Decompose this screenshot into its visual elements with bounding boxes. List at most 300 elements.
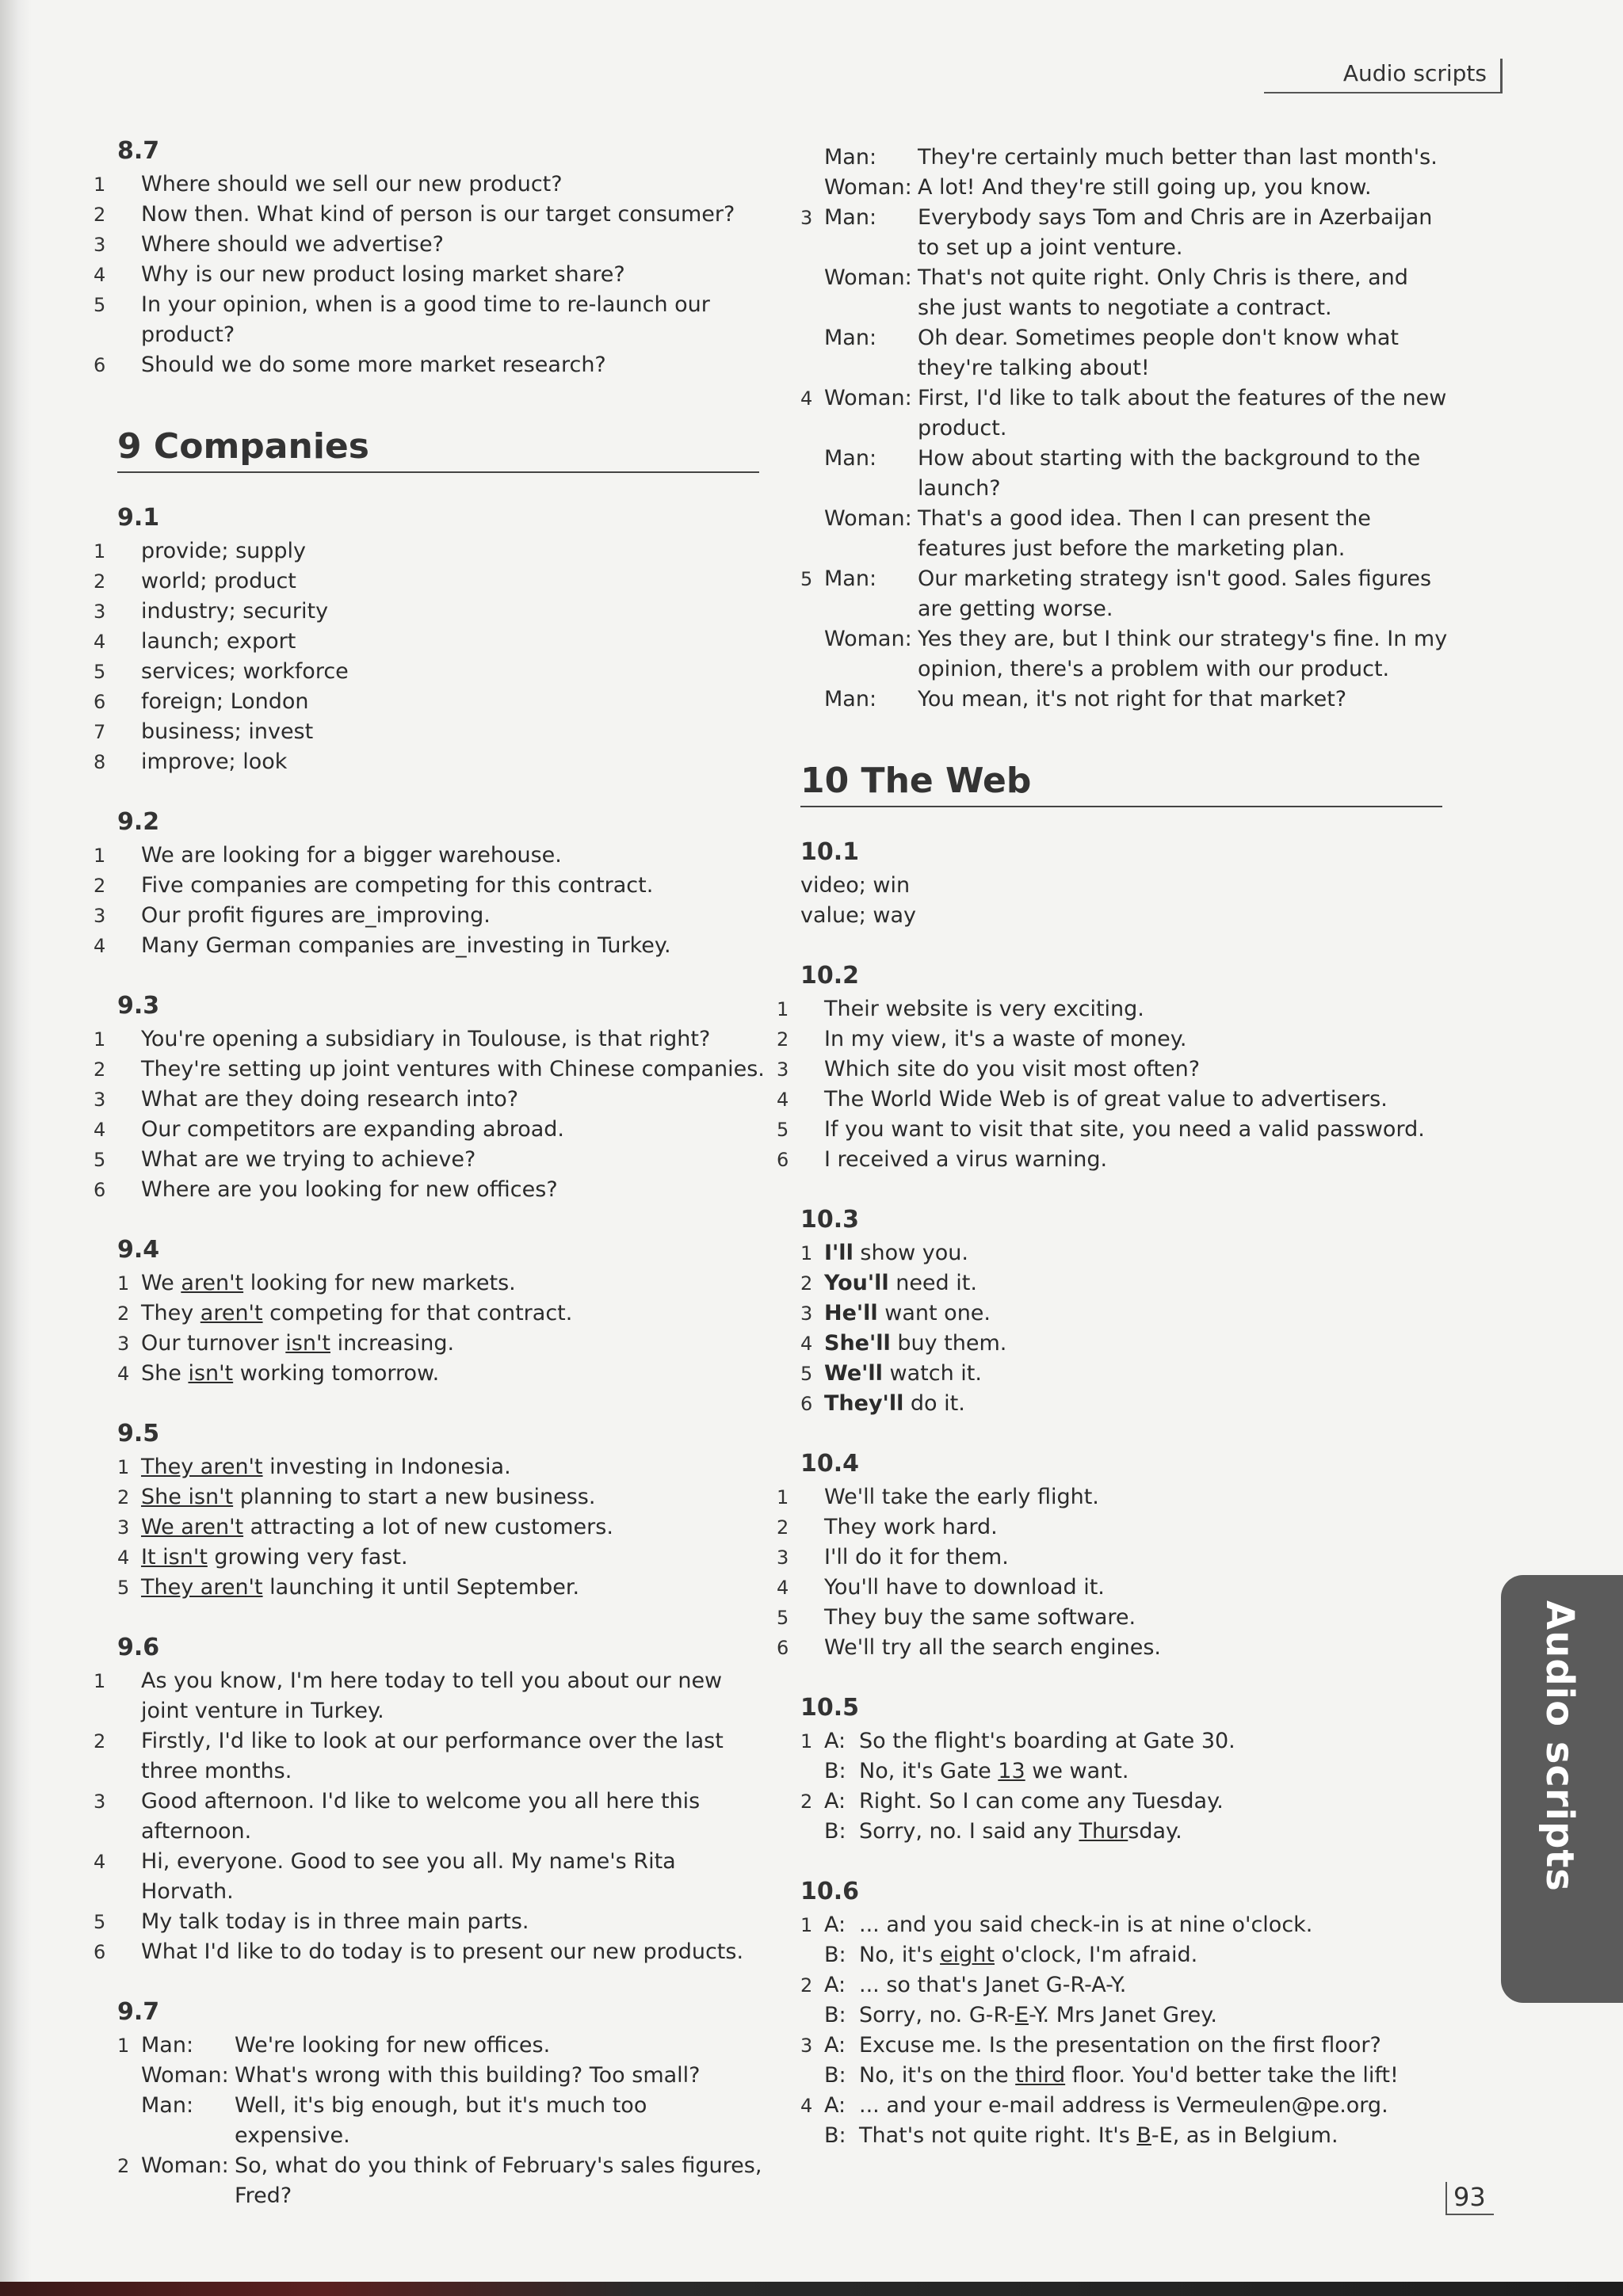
list-item xyxy=(117,1268,767,1299)
item-text-post: growing very fast. xyxy=(207,1545,408,1569)
text-pre: Excuse me. Is the presentation on the first floor? xyxy=(859,2033,1381,2058)
underlined-text: aren't xyxy=(181,1271,244,1295)
bold-text: He'll xyxy=(824,1301,878,1325)
speaker: B: xyxy=(824,1943,846,1967)
list-item xyxy=(94,1115,767,1145)
item-text: We are looking for a bigger warehouse. xyxy=(141,843,562,868)
bold-text: You'll xyxy=(824,1271,889,1295)
page-number: 93 xyxy=(1445,2182,1494,2215)
section-number: 9.6 xyxy=(117,1634,160,1661)
item-number xyxy=(800,2000,824,2031)
item-number: 5 xyxy=(94,1911,106,1933)
dialogue-text: What's wrong with this building? Too small? xyxy=(235,2063,701,2088)
dialogue-text xyxy=(859,2091,1450,2121)
item-text: If you want to visit that site, you need a valid password. xyxy=(824,1117,1425,1142)
section-gap xyxy=(117,1603,767,1633)
section-gap xyxy=(800,931,1450,961)
dialogue-text xyxy=(859,2121,1450,2151)
running-header: Audio scripts xyxy=(1342,60,1487,86)
item-number: 3 xyxy=(94,1791,106,1813)
dialogue-line xyxy=(800,2091,1450,2121)
speaker: B: xyxy=(824,2123,846,2148)
dialogue-text xyxy=(859,1726,1450,1756)
dialogue-text: Everybody says Tom and Chris are in Azerbaijan to set up a joint venture. xyxy=(918,205,1433,260)
dialogue-line xyxy=(800,203,1450,263)
item-text-post: looking for new markets. xyxy=(243,1271,516,1295)
item-number xyxy=(800,1817,824,1847)
dialogue-line xyxy=(800,504,1450,564)
underlined-text: 13 xyxy=(998,1759,1025,1783)
item-number: 1 xyxy=(117,1456,130,1478)
dialogue-line xyxy=(800,1940,1450,1970)
list-item xyxy=(94,687,767,717)
speaker: Man: xyxy=(824,566,877,591)
list-item xyxy=(777,1482,1450,1512)
list-item xyxy=(94,350,767,380)
item-text: We'll try all the search engines. xyxy=(824,1635,1162,1660)
item-text: You're opening a subsidiary in Toulouse, is that right? xyxy=(141,1027,711,1051)
dialogue-text xyxy=(859,2061,1450,2091)
item-number: 2 xyxy=(800,1791,813,1813)
list-item xyxy=(94,1726,767,1787)
item-number: 4 xyxy=(777,1577,789,1599)
dialogue-text xyxy=(859,1910,1450,1940)
item-number xyxy=(117,2091,141,2151)
list-item xyxy=(800,1329,1450,1359)
dialogue-line xyxy=(800,263,1450,323)
item-text: My talk today is in three main parts. xyxy=(141,1909,529,1934)
dialogue-line xyxy=(800,1910,1450,1940)
item-number: 5 xyxy=(777,1119,789,1141)
dialogue-line xyxy=(800,564,1450,624)
item-number: 5 xyxy=(94,1149,106,1171)
list-item xyxy=(94,597,767,627)
speaker: Woman: xyxy=(824,506,912,531)
list-item xyxy=(117,1543,767,1573)
item-number: 1 xyxy=(94,540,106,563)
list-item xyxy=(117,1452,767,1482)
dialogue-text: Our marketing strategy isn't good. Sales figures are getting worse. xyxy=(918,566,1432,621)
item-text: The World Wide Web is of great value to advertisers. xyxy=(824,1087,1388,1112)
dialogue-text: They're certainly much better than last month's. xyxy=(918,145,1438,170)
speaker: A: xyxy=(824,1973,846,1997)
text-pre: No, it's on the xyxy=(859,2063,1016,2088)
item-number: 3 xyxy=(800,207,813,229)
item-number: 2 xyxy=(94,570,106,593)
item-text: provide; supply xyxy=(141,539,307,563)
list-item xyxy=(800,1238,1450,1268)
item-number: 2 xyxy=(777,1516,789,1539)
section-number: 10.3 xyxy=(800,1206,860,1234)
underlined-text: aren't xyxy=(200,1301,263,1325)
speaker: A: xyxy=(824,1913,846,1937)
list-item xyxy=(94,290,767,350)
item-number: 1 xyxy=(117,1272,130,1295)
speaker: A: xyxy=(824,2033,846,2058)
item-text: In your opinion, when is a good time to re-launch our product? xyxy=(141,292,710,347)
list-item xyxy=(777,1573,1450,1603)
section-number: 9.2 xyxy=(117,808,160,836)
dialogue-line xyxy=(800,1787,1450,1817)
section-gap xyxy=(800,715,1450,745)
item-text: We'll take the early flight. xyxy=(824,1485,1099,1509)
list-item xyxy=(117,1573,767,1603)
dialogue-line xyxy=(800,1726,1450,1756)
dialogue-line xyxy=(800,383,1450,444)
list-item xyxy=(777,1115,1450,1145)
item-number: 5 xyxy=(117,1577,130,1599)
text-pre: Sorry, no. G-R- xyxy=(859,2003,1015,2027)
speaker: B: xyxy=(824,1759,846,1783)
section-number: 9.3 xyxy=(117,992,160,1020)
item-text-post: attracting a lot of new customers. xyxy=(243,1515,613,1539)
section-number: 10.6 xyxy=(800,1878,860,1905)
section-gap xyxy=(117,380,767,410)
section-number: 10.5 xyxy=(800,1694,860,1722)
section-gap xyxy=(800,807,1450,837)
item-text: You'll have to download it. xyxy=(824,1575,1105,1600)
dialogue-text xyxy=(859,1940,1450,1970)
list-item xyxy=(94,627,767,657)
item-text: Which site do you visit most often? xyxy=(824,1057,1201,1081)
item-number: 4 xyxy=(94,264,106,286)
list-item xyxy=(777,1145,1450,1175)
item-text-post: working tomorrow. xyxy=(233,1361,440,1386)
list-item xyxy=(777,1085,1450,1115)
section-gap xyxy=(800,1419,1450,1449)
item-text: improve; look xyxy=(141,749,288,774)
dialogue-text: First, I'd like to talk about the features of the new product. xyxy=(918,386,1447,441)
section-gap xyxy=(117,1967,767,1997)
bold-text: They'll xyxy=(824,1391,904,1416)
speaker: Man: xyxy=(824,446,877,471)
item-text-post: want one. xyxy=(877,1301,991,1325)
section-gap xyxy=(117,1389,767,1419)
dialogue-line xyxy=(117,2091,767,2151)
underlined-text: E xyxy=(1014,2003,1029,2027)
list-item xyxy=(117,1359,767,1389)
text-pre: ... so that's Janet G-R-A-Y. xyxy=(859,1973,1127,1997)
dialogue-line xyxy=(800,444,1450,504)
item-number: 6 xyxy=(94,1179,106,1201)
speaker: B: xyxy=(824,2003,846,2027)
item-text-pre: She xyxy=(141,1361,189,1386)
item-text: Where should we advertise? xyxy=(141,232,444,257)
underlined-text: B xyxy=(1136,2123,1151,2148)
item-text: Many German companies are_investing in Turkey. xyxy=(141,933,671,958)
underlined-text: isn't xyxy=(188,1361,234,1386)
item-number xyxy=(800,263,824,323)
item-text: Now then. What kind of person is our target consumer? xyxy=(141,202,735,227)
unit-heading: 9 Companies xyxy=(117,426,759,473)
dialogue-line xyxy=(800,1756,1450,1787)
underlined-text: It isn't xyxy=(141,1545,208,1569)
item-number: 1 xyxy=(777,998,789,1020)
speaker: A: xyxy=(824,2093,846,2118)
item-text: What are we trying to achieve? xyxy=(141,1147,476,1172)
dialogue-line xyxy=(800,2121,1450,2151)
text-pre: ... and you said check-in is at nine o'clock. xyxy=(859,1913,1313,1937)
section-number: 10.1 xyxy=(800,838,860,866)
item-number: 1 xyxy=(94,1028,106,1051)
underlined-text: We aren't xyxy=(141,1515,244,1539)
item-number: 1 xyxy=(777,1486,789,1508)
list-item xyxy=(117,1482,767,1512)
dialogue-text xyxy=(859,1970,1450,2000)
item-number: 4 xyxy=(117,1547,130,1569)
dialogue-line xyxy=(117,2031,767,2061)
dialogue-text: Oh dear. Sometimes people don't know what they're talking about! xyxy=(918,326,1399,380)
item-number: 2 xyxy=(117,2155,130,2177)
list-item xyxy=(94,901,767,931)
item-number: 6 xyxy=(800,1393,813,1415)
list-item xyxy=(800,1389,1450,1419)
item-number: 6 xyxy=(94,691,106,713)
item-text: They buy the same software. xyxy=(824,1605,1136,1630)
list-item xyxy=(94,1085,767,1115)
item-text: They work hard. xyxy=(824,1515,998,1539)
text-pre: No, it's Gate xyxy=(859,1759,999,1783)
item-number: 2 xyxy=(94,875,106,897)
list-item xyxy=(94,1024,767,1055)
item-number: 3 xyxy=(94,1089,106,1111)
item-text: Our competitors are expanding abroad. xyxy=(141,1117,565,1142)
section-number: 9.7 xyxy=(117,1998,160,2026)
item-number xyxy=(800,2061,824,2091)
item-text: What are they doing research into? xyxy=(141,1087,519,1112)
dialogue-text xyxy=(859,1787,1450,1817)
text-pre: So the flight's boarding at Gate 30. xyxy=(859,1729,1235,1753)
list-item xyxy=(94,1787,767,1847)
item-text: In my view, it's a waste of money. xyxy=(824,1027,1187,1051)
item-text: industry; security xyxy=(141,599,329,624)
list-item xyxy=(94,747,767,777)
section-number: 10.2 xyxy=(800,962,860,990)
item-number: 3 xyxy=(800,2035,813,2057)
dialogue-line xyxy=(800,143,1450,173)
item-text: They're setting up joint ventures with Chinese companies. xyxy=(141,1057,765,1081)
text-post: we want. xyxy=(1025,1759,1129,1783)
item-number: 6 xyxy=(777,1149,789,1171)
list-item xyxy=(94,717,767,747)
item-number: 2 xyxy=(94,1730,106,1753)
item-text: Why is our new product losing market share? xyxy=(141,262,625,287)
underlined-text: She isn't xyxy=(141,1485,234,1509)
dialogue-line xyxy=(117,2061,767,2091)
item-number: 2 xyxy=(800,1272,813,1295)
list-item xyxy=(94,170,767,200)
dialogue-line xyxy=(800,323,1450,383)
item-text: launch; export xyxy=(141,629,296,654)
item-number: 1 xyxy=(94,845,106,867)
speaker: Man: xyxy=(824,205,877,230)
text-post: -E, as in Belgium. xyxy=(1151,2123,1338,2148)
item-number: 1 xyxy=(94,1670,106,1692)
item-text: Should we do some more market research? xyxy=(141,353,606,377)
underlined-text: They aren't xyxy=(141,1455,263,1479)
item-number xyxy=(800,624,824,685)
list-item xyxy=(117,1512,767,1543)
dialogue-line xyxy=(117,2151,767,2211)
speaker: B: xyxy=(824,2063,846,2088)
item-number: 4 xyxy=(800,2095,813,2117)
item-number: 6 xyxy=(777,1637,789,1659)
item-number: 1 xyxy=(800,1730,813,1753)
list-item xyxy=(94,1145,767,1175)
item-text-post: watch it. xyxy=(882,1361,982,1386)
item-number: 5 xyxy=(800,568,813,590)
dialogue-text: Well, it's big enough, but it's much too expensive. xyxy=(235,2093,647,2148)
list-item xyxy=(94,871,767,901)
item-number: 5 xyxy=(94,294,106,316)
item-number xyxy=(800,1940,824,1970)
list-item xyxy=(800,1268,1450,1299)
section-number: 9.1 xyxy=(117,504,160,532)
underlined-text: Thur xyxy=(1079,1819,1128,1844)
dialogue-line xyxy=(800,2031,1450,2061)
list-item xyxy=(94,1847,767,1907)
dialogue-text: A lot! And they're still going up, you know. xyxy=(918,175,1372,200)
section-number: 10.4 xyxy=(800,1450,860,1478)
item-text: Five companies are competing for this contract. xyxy=(141,873,654,898)
item-number: 8 xyxy=(94,751,106,773)
item-text: foreign; London xyxy=(141,689,309,714)
item-number: 5 xyxy=(94,661,106,683)
dialogue-line xyxy=(800,624,1450,685)
item-number: 1 xyxy=(94,174,106,196)
item-text: Good afternoon. I'd like to welcome you all here this afternoon. xyxy=(141,1789,701,1844)
item-number xyxy=(800,1756,824,1787)
item-text: I'll do it for them. xyxy=(824,1545,1009,1569)
item-text: Firstly, I'd like to look at our performance over the last three months. xyxy=(141,1729,724,1783)
list-item xyxy=(777,1633,1450,1663)
speaker: A: xyxy=(824,1729,846,1753)
list-item xyxy=(94,1175,767,1205)
item-number: 3 xyxy=(117,1333,130,1355)
speaker: Woman: xyxy=(141,2063,229,2088)
list-item xyxy=(117,1299,767,1329)
text-post: o'clock, I'm afraid. xyxy=(995,1943,1198,1967)
item-text-pre: Our turnover xyxy=(141,1331,286,1356)
list-item xyxy=(94,200,767,230)
item-number: 2 xyxy=(94,1058,106,1081)
list-item xyxy=(94,931,767,961)
item-text-post: launching it until September. xyxy=(262,1575,580,1600)
item-number xyxy=(117,2061,141,2091)
header-tick xyxy=(1500,59,1503,93)
book-spine-shadow xyxy=(0,0,32,2296)
speaker: Woman: xyxy=(824,175,912,200)
text-post: sday. xyxy=(1128,1819,1182,1844)
item-number xyxy=(800,444,824,504)
list-item xyxy=(777,994,1450,1024)
item-number: 4 xyxy=(800,1333,813,1355)
bold-text: She'll xyxy=(824,1331,891,1356)
item-number: 1 xyxy=(800,1242,813,1264)
item-text-post: investing in Indonesia. xyxy=(262,1455,511,1479)
dialogue-line xyxy=(800,173,1450,203)
item-text-post: competing for that contract. xyxy=(262,1301,573,1325)
item-text-post: planning to start a new business. xyxy=(233,1485,596,1509)
item-number xyxy=(800,2121,824,2151)
item-number: 2 xyxy=(777,1028,789,1051)
list-item xyxy=(777,1024,1450,1055)
item-text-post: increasing. xyxy=(330,1331,455,1356)
item-number: 4 xyxy=(94,935,106,957)
left-column xyxy=(94,136,767,2211)
item-text: world; product xyxy=(141,569,296,593)
list-item xyxy=(800,1359,1450,1389)
section-gap xyxy=(800,1175,1450,1205)
dialogue-text xyxy=(859,2000,1450,2031)
section-number: 8.7 xyxy=(117,137,160,165)
item-number: 2 xyxy=(94,204,106,226)
dialogue-line xyxy=(800,685,1450,715)
dialogue-text: That's a good idea. Then I can present the features just before the marketing plan. xyxy=(918,506,1371,561)
section-gap xyxy=(117,1205,767,1235)
speaker: Man: xyxy=(824,687,877,711)
dialogue-text: So, what do you think of February's sales figures, Fred? xyxy=(235,2153,762,2208)
item-text-pre: They xyxy=(141,1301,200,1325)
item-number: 3 xyxy=(117,1516,130,1539)
item-number: 7 xyxy=(94,721,106,743)
answer-line: value; way xyxy=(800,903,917,928)
dialogue-text: You mean, it's not right for that market? xyxy=(918,687,1347,711)
item-text: Where are you looking for new offices? xyxy=(141,1177,558,1202)
section-gap xyxy=(800,1847,1450,1877)
list-item xyxy=(777,1055,1450,1085)
speaker: A: xyxy=(824,1789,846,1814)
item-text-post: need it. xyxy=(888,1271,977,1295)
item-number: 4 xyxy=(94,1119,106,1141)
text-pre: ... and your e-mail address is Vermeulen@pe.org. xyxy=(859,2093,1388,2118)
item-number xyxy=(800,143,824,173)
item-number: 3 xyxy=(94,234,106,256)
item-number xyxy=(800,173,824,203)
item-text: Where should we sell our new product? xyxy=(141,172,563,196)
item-text: business; invest xyxy=(141,719,314,744)
dialogue-text: That's not quite right. Only Chris is there, and she just wants to negotiate a contract. xyxy=(918,265,1408,320)
item-number xyxy=(800,323,824,383)
item-number xyxy=(800,504,824,564)
item-number: 5 xyxy=(777,1607,789,1629)
dialogue-text: We're looking for new offices. xyxy=(235,2033,551,2058)
item-number: 4 xyxy=(94,631,106,653)
item-text: I received a virus warning. xyxy=(824,1147,1108,1172)
item-text: services; workforce xyxy=(141,659,349,684)
speaker: Man: xyxy=(824,326,877,350)
item-number: 2 xyxy=(800,1974,813,1997)
dialogue-text: Yes they are, but I think our strategy's fine. In my opinion, there's a problem with our product. xyxy=(918,627,1448,681)
list-item xyxy=(777,1512,1450,1543)
bold-text: I'll xyxy=(824,1241,854,1265)
speaker: B: xyxy=(824,1819,846,1844)
right-column xyxy=(777,143,1450,2151)
list-item xyxy=(94,260,767,290)
list-item xyxy=(777,1603,1450,1633)
dialogue-text xyxy=(859,2031,1450,2061)
item-number: 4 xyxy=(94,1851,106,1873)
item-number: 4 xyxy=(117,1363,130,1385)
item-number: 2 xyxy=(117,1486,130,1508)
list-item xyxy=(94,566,767,597)
dialogue-line xyxy=(800,2000,1450,2031)
list-item xyxy=(94,841,767,871)
text-pre: Sorry, no. I said any xyxy=(859,1819,1079,1844)
section-number: 9.4 xyxy=(117,1236,160,1264)
section-gap xyxy=(117,473,767,503)
list-item xyxy=(94,1666,767,1726)
